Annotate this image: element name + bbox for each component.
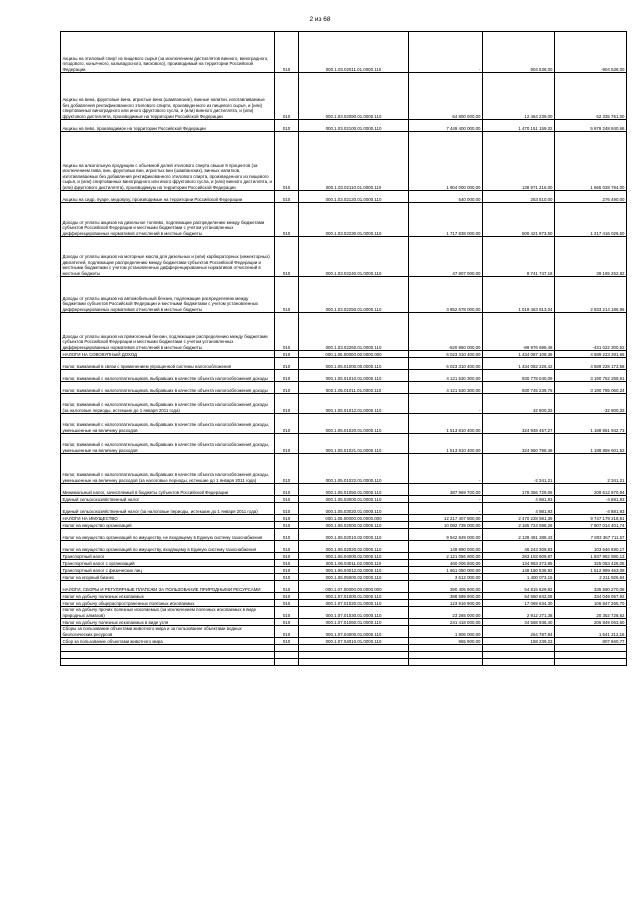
row-budget-classification-code: 000.1.07.04010.01.0000.110 bbox=[299, 638, 409, 645]
row-approved-plan: 1 806 000,00 bbox=[409, 626, 483, 638]
row-executed-amount: 2 185 724 598,26 bbox=[483, 522, 555, 529]
row-indicator-name: Транспортный налог с физических лиц bbox=[61, 567, 275, 574]
row-indicator-name bbox=[61, 659, 275, 666]
row-line-code: 010 bbox=[275, 32, 299, 73]
row-budget-classification-code: 000.1.05.01020.01.0000.110 bbox=[299, 414, 409, 434]
row-executed-amount: -89 976 699,48 bbox=[483, 313, 555, 351]
table-row bbox=[61, 652, 627, 659]
table-row bbox=[61, 358, 627, 370]
row-executed-amount: 178 356 729,06 bbox=[483, 484, 555, 496]
row-budget-classification-code: 000.1.06.04012.02.0000.110 bbox=[299, 567, 409, 574]
row-approved-plan: 460 006 800,00 bbox=[409, 560, 483, 567]
row-executed-amount: 324 950 798,48 bbox=[483, 434, 555, 454]
table-row bbox=[61, 553, 627, 560]
row-indicator-name: Налог на имущество организаций bbox=[61, 522, 275, 529]
row-executed-amount: 12 464 239,00 bbox=[483, 73, 555, 120]
row-indicator-name: Акцизы на сидр, пуаре, медовуху, производимые на территории Российской Федерации bbox=[61, 191, 275, 203]
row-unexecuted-amount: 20 352 728,62 bbox=[555, 607, 627, 619]
row-line-code: 010 bbox=[275, 454, 299, 484]
row-line-code: 010 bbox=[275, 132, 299, 191]
table-row bbox=[61, 503, 627, 515]
row-indicator-name: НАЛОГИ, СБОРЫ И РЕГУЛЯРНЫЕ ПЛАТЕЖИ ЗА ПОЛЬЗОВАНИЕ ПРИРОДНЫМИ РЕСУРСАМИ bbox=[61, 581, 275, 593]
table-row bbox=[61, 484, 627, 496]
table-row bbox=[61, 593, 627, 600]
row-executed-amount: 2 912 271,38 bbox=[483, 607, 555, 619]
row-executed-amount: 500 421 973,50 bbox=[483, 203, 555, 237]
row-approved-plan: 1 661 050 000,00 bbox=[409, 567, 483, 574]
table-row bbox=[61, 382, 627, 394]
row-approved-plan: 10 092 739 000,00 bbox=[409, 522, 483, 529]
row-line-code: 010 bbox=[275, 496, 299, 503]
row-unexecuted-amount: 807 660,77 bbox=[555, 638, 627, 645]
row-executed-amount: 1 470 151 159,32 bbox=[483, 120, 555, 132]
table-row bbox=[61, 313, 627, 351]
row-approved-plan: 388 599 900,00 bbox=[409, 593, 483, 600]
row-approved-plan: - bbox=[409, 496, 483, 503]
row-line-code: 010 bbox=[275, 574, 299, 581]
table-row bbox=[61, 515, 627, 522]
row-executed-amount: 34 568 936,40 bbox=[483, 619, 555, 626]
row-indicator-name: Акцизы на вина, фруктовые вина, игристые вина (шампанские), винные напитки, изготавливаемые без добавления ректификованного этилового спирта, произведенного из пищевого сырья, и (или) спиртованных виноградного или иного фруктового сусла, и (или) винного дистиллята, и (или) фруктового дистиллята, производимые на территории Российской Федерации bbox=[61, 73, 275, 120]
row-budget-classification-code bbox=[299, 659, 409, 666]
row-line-code: 010 bbox=[275, 73, 299, 120]
row-unexecuted-amount: 2 211 926,84 bbox=[555, 574, 627, 581]
row-approved-plan bbox=[409, 659, 483, 666]
row-line-code: 010 bbox=[275, 626, 299, 638]
row-approved-plan: 7 449 400 000,00 bbox=[409, 120, 483, 132]
row-line-code bbox=[275, 652, 299, 659]
row-line-code: 010 bbox=[275, 382, 299, 394]
row-executed-amount: 1 434 082 226,42 bbox=[483, 358, 555, 370]
row-approved-plan bbox=[409, 652, 483, 659]
row-approved-plan: 241 418 000,00 bbox=[409, 619, 483, 626]
row-line-code: 010 bbox=[275, 593, 299, 600]
row-executed-amount: 17 069 634,30 bbox=[483, 600, 555, 607]
row-line-code: 010 bbox=[275, 277, 299, 313]
row-executed-amount: 8 741 747,18 bbox=[483, 237, 555, 277]
row-budget-classification-code: 000.1.05.01050.01.0000.110 bbox=[299, 484, 409, 496]
row-line-code: 010 bbox=[275, 370, 299, 382]
row-line-code: 010 bbox=[275, 600, 299, 607]
row-unexecuted-amount: 4 589 223 291,65 bbox=[555, 351, 627, 358]
table-row bbox=[61, 626, 627, 638]
row-unexecuted-amount: -904 538,00 bbox=[555, 32, 627, 73]
row-approved-plan: 4 121 530 300,00 bbox=[409, 370, 483, 382]
row-line-code bbox=[275, 659, 299, 666]
row-unexecuted-amount: -4 881,93 bbox=[555, 496, 627, 503]
table-row bbox=[61, 394, 627, 414]
row-budget-classification-code: 000.1.07.00000.00.0000.000 bbox=[299, 581, 409, 593]
row-budget-classification-code: 000.1.05.03020.01.0000.110 bbox=[299, 503, 409, 515]
row-executed-amount: 930 778 040,09 bbox=[483, 370, 555, 382]
row-line-code: 010 bbox=[275, 351, 299, 358]
row-line-code: 010 bbox=[275, 503, 299, 515]
row-indicator-name: Единый сельскохозяйственный налог bbox=[61, 496, 275, 503]
row-line-code: 010 bbox=[275, 567, 299, 574]
table-row bbox=[61, 434, 627, 454]
row-unexecuted-amount bbox=[555, 645, 627, 652]
row-indicator-name: Налог, взимаемый с налогоплательщиков, выбравших в качестве объекта налогообложения доходы, уменьшенные на величину расходов bbox=[61, 434, 275, 454]
row-executed-amount: 1 019 463 813,04 bbox=[483, 277, 555, 313]
row-unexecuted-amount: 1 217 416 026,50 bbox=[555, 203, 627, 237]
row-approved-plan: 3 852 678 000,00 bbox=[409, 277, 483, 313]
row-indicator-name: Акцизы на пиво, производимое на территории Российской Федерации bbox=[61, 120, 275, 132]
row-approved-plan: 9 942 849 000,00 bbox=[409, 529, 483, 541]
row-budget-classification-code: 000.1.06.04000.02.0000.110 bbox=[299, 553, 409, 560]
row-budget-classification-code: 000.1.05.01010.01.0000.110 bbox=[299, 370, 409, 382]
table-row bbox=[61, 529, 627, 541]
row-executed-amount: 148 150 536,92 bbox=[483, 567, 555, 574]
table-row bbox=[61, 351, 627, 358]
row-budget-classification-code: 000.1.07.01000.01.0000.110 bbox=[299, 593, 409, 600]
row-executed-amount: 930 745 239,76 bbox=[483, 382, 555, 394]
row-budget-classification-code: 000.1.07.01060.01.0000.110 bbox=[299, 619, 409, 626]
row-approved-plan: 1 717 838 000,00 bbox=[409, 203, 483, 237]
row-unexecuted-amount: 2 341,21 bbox=[555, 454, 627, 484]
row-executed-amount: 283 103 909,87 bbox=[483, 553, 555, 560]
row-executed-amount: 138 971 216,00 bbox=[483, 132, 555, 191]
row-unexecuted-amount: 4 589 228 173,58 bbox=[555, 358, 627, 370]
row-line-code: 010 bbox=[275, 120, 299, 132]
table-row bbox=[61, 560, 627, 567]
table-row bbox=[61, 454, 627, 484]
table-row bbox=[61, 600, 627, 607]
table-row bbox=[61, 203, 627, 237]
row-line-code: 010 bbox=[275, 394, 299, 414]
table-row bbox=[61, 638, 627, 645]
row-unexecuted-amount: 1 512 899 463,08 bbox=[555, 567, 627, 574]
table-row bbox=[61, 277, 627, 313]
row-budget-classification-code: 000.1.03.02090.01.0000.110 bbox=[299, 73, 409, 120]
row-unexecuted-amount: 1 188 861 942,73 bbox=[555, 414, 627, 434]
row-approved-plan: 1 804 000 000,00 bbox=[409, 132, 483, 191]
row-indicator-name: Акцизы на алкогольную продукцию с объемной долей этилового спирта свыше 9 процентов (за исключением пива, вин, фруктовых вин, игристых вин (шампанских), винных напитков, изготавливаемых без добавления ректификованного этилового спирта, произведенного из пищевого сырья, и (или) спиртованных виноградного или иного фруктового сусла, и (или) винного дистиллята, и (или) фруктового дистиллята), производимую на территории Российской Федерации bbox=[61, 132, 275, 191]
table-row bbox=[61, 581, 627, 593]
table-row bbox=[61, 496, 627, 503]
row-unexecuted-amount: -32 800,33 bbox=[555, 394, 627, 414]
row-line-code bbox=[275, 645, 299, 652]
row-budget-classification-code bbox=[299, 652, 409, 659]
row-approved-plan: - bbox=[409, 32, 483, 73]
row-indicator-name: Налог, взимаемый с налогоплательщиков, выбравших в качестве объекта налогообложения доходы, уменьшенные на величину расходов bbox=[61, 414, 275, 434]
row-indicator-name bbox=[61, 645, 275, 652]
row-unexecuted-amount: 2 833 214 186,96 bbox=[555, 277, 627, 313]
row-unexecuted-amount: -4 881,93 bbox=[555, 503, 627, 515]
row-approved-plan: 1 513 810 400,00 bbox=[409, 414, 483, 434]
row-approved-plan: 6 023 310 400,00 bbox=[409, 351, 483, 358]
row-indicator-name: Налог на игорный бизнес bbox=[61, 574, 275, 581]
row-indicator-name: Транспортный налог с организаций bbox=[61, 560, 275, 567]
row-budget-classification-code: 000.1.05.01012.01.0000.110 bbox=[299, 394, 409, 414]
row-approved-plan: 4 121 530 300,00 bbox=[409, 382, 483, 394]
row-executed-amount: 54 550 842,08 bbox=[483, 593, 555, 600]
row-unexecuted-amount: 325 053 426,05 bbox=[555, 560, 627, 567]
row-executed-amount: 2 139 481 288,43 bbox=[483, 529, 555, 541]
table-row bbox=[61, 370, 627, 382]
row-unexecuted-amount: 103 646 690,17 bbox=[555, 541, 627, 553]
row-unexecuted-amount: 7 907 014 401,74 bbox=[555, 522, 627, 529]
table-row bbox=[61, 32, 627, 73]
row-approved-plan: 23 265 000,00 bbox=[409, 607, 483, 619]
row-budget-classification-code: 000.1.06.02010.02.0000.110 bbox=[299, 529, 409, 541]
table-row bbox=[61, 132, 627, 191]
row-unexecuted-amount: 9 747 179 218,61 bbox=[555, 515, 627, 522]
row-indicator-name: Налог, взимаемый с налогоплательщиков, выбравших в качестве объекта налогообложения доходы bbox=[61, 382, 275, 394]
row-unexecuted-amount: 206 849 063,60 bbox=[555, 619, 627, 626]
row-approved-plan: 965 900,00 bbox=[409, 638, 483, 645]
row-approved-plan: 390 405 900,00 bbox=[409, 581, 483, 593]
row-approved-plan: 47 907 000,00 bbox=[409, 237, 483, 277]
row-line-code: 010 bbox=[275, 313, 299, 351]
row-unexecuted-amount: 276 490,00 bbox=[555, 191, 627, 203]
row-budget-classification-code: 000.1.03.02230.01.0000.110 bbox=[299, 203, 409, 237]
report-table-body bbox=[61, 32, 627, 666]
row-line-code: 010 bbox=[275, 560, 299, 567]
row-unexecuted-amount bbox=[555, 652, 627, 659]
row-line-code: 010 bbox=[275, 237, 299, 277]
table-row bbox=[61, 659, 627, 666]
row-budget-classification-code: 000.1.06.00000.00.0000.000 bbox=[299, 515, 409, 522]
row-line-code: 010 bbox=[275, 515, 299, 522]
row-executed-amount: 1 434 087 108,35 bbox=[483, 351, 555, 358]
table-row bbox=[61, 567, 627, 574]
table-row bbox=[61, 191, 627, 203]
row-budget-classification-code: 000.1.07.01020.01.0000.110 bbox=[299, 600, 409, 607]
row-approved-plan: 64 800 000,00 bbox=[409, 73, 483, 120]
row-line-code: 010 bbox=[275, 553, 299, 560]
table-row bbox=[61, 522, 627, 529]
table-row bbox=[61, 607, 627, 619]
row-budget-classification-code: 000.1.03.02110.01.0000.110 bbox=[299, 132, 409, 191]
row-indicator-name: Сбор за пользование объектами животного мира bbox=[61, 638, 275, 645]
row-budget-classification-code: 000.1.07.04000.01.0000.110 bbox=[299, 626, 409, 638]
row-approved-plan: 12 217 407 800,00 bbox=[409, 515, 483, 522]
row-approved-plan: 387 969 700,00 bbox=[409, 484, 483, 496]
row-indicator-name: Транспортный налог bbox=[61, 553, 275, 560]
row-line-code: 010 bbox=[275, 529, 299, 541]
row-executed-amount: 32 800,33 bbox=[483, 394, 555, 414]
row-indicator-name: Налог, взимаемый с налогоплательщиков, выбравших в качестве объекта налогообложения доходы (за налоговые периоды, истекшие до 1 января 2011 года) bbox=[61, 394, 275, 414]
row-line-code: 010 bbox=[275, 607, 299, 619]
row-executed-amount bbox=[483, 652, 555, 659]
row-approved-plan: 3 612 000,00 bbox=[409, 574, 483, 581]
row-line-code: 010 bbox=[275, 541, 299, 553]
row-executed-amount: 134 953 373,95 bbox=[483, 560, 555, 567]
row-unexecuted-amount: 209 612 970,94 bbox=[555, 484, 627, 496]
row-indicator-name: Налог, взимаемый с налогоплательщиков, выбравших в качестве объекта налогообложения доходы, уменьшенные на величину расходов (за налоговые периоды, истекшие до 1 января 2011 года) bbox=[61, 454, 275, 484]
row-approved-plan: 6 023 310 400,00 bbox=[409, 358, 483, 370]
row-executed-amount: 4 881,93 bbox=[483, 503, 555, 515]
row-unexecuted-amount: 52 335 761,00 bbox=[555, 73, 627, 120]
row-executed-amount: 1 400 073,16 bbox=[483, 574, 555, 581]
row-indicator-name: НАЛОГИ НА СОВОКУПНЫЙ ДОХОД bbox=[61, 351, 275, 358]
row-line-code: 010 bbox=[275, 203, 299, 237]
row-unexecuted-amount: 1 188 859 601,52 bbox=[555, 434, 627, 454]
row-budget-classification-code: 000.1.05.00000.00.0000.000 bbox=[299, 351, 409, 358]
row-unexecuted-amount: 3 190 785 060,24 bbox=[555, 382, 627, 394]
row-budget-classification-code: 000.1.06.04011.02.0000.110 bbox=[299, 560, 409, 567]
row-unexecuted-amount bbox=[555, 659, 627, 666]
row-budget-classification-code bbox=[299, 645, 409, 652]
row-indicator-name: Налог на добычу полезных ископаемых bbox=[61, 593, 275, 600]
row-budget-classification-code: 000.1.03.02100.01.0000.110 bbox=[299, 120, 409, 132]
row-indicator-name: Доходы от уплаты акцизов на прямогонный бензин, подлежащие распределению между бюджетами субъектов Российской Федерации и местными бюджетами с учетом установленных дифференцированных нормативов отчислений в местные бюджеты bbox=[61, 313, 275, 351]
row-unexecuted-amount: 334 049 057,92 bbox=[555, 593, 627, 600]
row-budget-classification-code: 000.1.05.01011.01.0000.110 bbox=[299, 382, 409, 394]
table-row bbox=[61, 541, 627, 553]
row-executed-amount: 54 815 629,92 bbox=[483, 581, 555, 593]
row-approved-plan: - bbox=[409, 503, 483, 515]
row-unexecuted-amount: -431 022 300,52 bbox=[555, 313, 627, 351]
row-unexecuted-amount: 5 979 248 840,68 bbox=[555, 120, 627, 132]
row-line-code: 010 bbox=[275, 638, 299, 645]
row-line-code: 010 bbox=[275, 619, 299, 626]
row-indicator-name: Налог, взимаемый с налогоплательщиков, выбравших в качестве объекта налогообложения доходы bbox=[61, 370, 275, 382]
row-executed-amount: 4 881,93 bbox=[483, 496, 555, 503]
row-line-code: 010 bbox=[275, 414, 299, 434]
page-number: 2 из 68 bbox=[309, 16, 331, 23]
table-row bbox=[61, 645, 627, 652]
row-budget-classification-code: 000.1.06.05000.02.0000.110 bbox=[299, 574, 409, 581]
table-row bbox=[61, 237, 627, 277]
row-approved-plan bbox=[409, 645, 483, 652]
row-indicator-name: Доходы от уплаты акцизов на автомобильный бензин, подлежащие распределению между бюджетами субъектов Российской Федерации и местными бюджетами с учетом установленных дифференцированных нормативов отчислений в местные бюджеты bbox=[61, 277, 275, 313]
row-indicator-name: Единый сельскохозяйственный налог (за налоговые периоды, истекшие до 1 января 2011 года) bbox=[61, 503, 275, 515]
row-executed-amount: 158 239,23 bbox=[483, 638, 555, 645]
table-row bbox=[61, 120, 627, 132]
row-unexecuted-amount: 1 837 952 890,13 bbox=[555, 553, 627, 560]
row-indicator-name: Доходы от уплаты акцизов на дизельное топливо, подлежащие распределению между бюджетами субъектов Российской Федерации и местными бюджетами с учетом установленных дифференцированных нормативов отчислений в местные бюджеты bbox=[61, 203, 275, 237]
table-row bbox=[61, 414, 627, 434]
row-executed-amount: 2 470 228 581,39 bbox=[483, 515, 555, 522]
row-budget-classification-code: 000.1.05.01022.01.0000.110 bbox=[299, 454, 409, 484]
row-line-code: 010 bbox=[275, 358, 299, 370]
row-approved-plan: 149 890 000,00 bbox=[409, 541, 483, 553]
table-row bbox=[61, 73, 627, 120]
row-budget-classification-code: 000.1.03.02250.01.0000.110 bbox=[299, 277, 409, 313]
row-indicator-name: Налог на имущество организаций по имуществу, входящему в Единую систему газоснабжения bbox=[61, 541, 275, 553]
row-budget-classification-code: 000.1.05.03000.01.0000.110 bbox=[299, 496, 409, 503]
row-line-code: 010 bbox=[275, 484, 299, 496]
row-approved-plan: 1 513 810 400,00 bbox=[409, 434, 483, 454]
row-executed-amount bbox=[483, 645, 555, 652]
row-approved-plan: 2 121 056 800,00 bbox=[409, 553, 483, 560]
row-indicator-name: Акцизы на этиловый спирт из пищевого сырья (за исключением дистиллятов винного, виноградного, плодового, коньячного, кальвадосного, вискового), производимый на территории Российской Федерации bbox=[61, 32, 275, 73]
row-line-code: 010 bbox=[275, 434, 299, 454]
row-executed-amount: 324 948 457,27 bbox=[483, 414, 555, 434]
row-executed-amount: 263 510,00 bbox=[483, 191, 555, 203]
table-row bbox=[61, 619, 627, 626]
table-row bbox=[61, 574, 627, 581]
row-approved-plan: - bbox=[409, 394, 483, 414]
row-line-code: 010 bbox=[275, 191, 299, 203]
row-budget-classification-code: 000.1.03.02011.01.0000.110 bbox=[299, 32, 409, 73]
row-executed-amount bbox=[483, 659, 555, 666]
row-indicator-name: Налог, взимаемый в связи с применением упрощенной системы налогообложения bbox=[61, 358, 275, 370]
row-budget-classification-code: 000.1.06.02000.02.0000.110 bbox=[299, 522, 409, 529]
row-unexecuted-amount: 39 165 252,82 bbox=[555, 237, 627, 277]
row-indicator-name: Доходы от уплаты акцизов на моторные масла для дизельных и (или) карбюраторных (инжекторных) двигателей, подлежащие распределению между бюджетами субъектов Российской Федерации и местными бюджетами с учетом установленных дифференцированных нормативов отчислений в местные бюджеты bbox=[61, 237, 275, 277]
row-budget-classification-code: 000.1.05.01021.01.0000.110 bbox=[299, 434, 409, 454]
row-unexecuted-amount: 3 190 752 259,91 bbox=[555, 370, 627, 382]
row-budget-classification-code: 000.1.07.01030.01.0000.110 bbox=[299, 607, 409, 619]
row-approved-plan: - bbox=[409, 454, 483, 484]
row-indicator-name: Налог на имущество организаций по имуществу, не входящему в Единую систему газоснабжения bbox=[61, 529, 275, 541]
row-indicator-name: Налог на добычу прочих полезных ископаемых (за исключением полезных ископаемых в виде природных алмазов) bbox=[61, 607, 275, 619]
row-budget-classification-code: 000.1.05.01000.00.0000.110 bbox=[299, 358, 409, 370]
row-indicator-name: НАЛОГИ НА ИМУЩЕСТВО bbox=[61, 515, 275, 522]
row-budget-classification-code: 000.1.06.02020.02.0000.110 bbox=[299, 541, 409, 553]
row-budget-classification-code: 000.1.03.02240.01.0000.110 bbox=[299, 237, 409, 277]
row-executed-amount: 46 243 309,83 bbox=[483, 541, 555, 553]
row-unexecuted-amount: 1 541 212,16 bbox=[555, 626, 627, 638]
row-indicator-name: Сборы за пользование объектами животного мира и за пользование объектами водных биологических ресурсов bbox=[61, 626, 275, 638]
row-budget-classification-code: 000.1.03.02120.01.0000.110 bbox=[299, 191, 409, 203]
row-budget-classification-code: 000.1.03.02260.01.0000.110 bbox=[299, 313, 409, 351]
row-line-code: 010 bbox=[275, 522, 299, 529]
row-approved-plan: 540 000,00 bbox=[409, 191, 483, 203]
income-report-table bbox=[60, 31, 627, 666]
row-unexecuted-amount: 7 803 367 711,57 bbox=[555, 529, 627, 541]
row-executed-amount: 904 538,00 bbox=[483, 32, 555, 73]
row-indicator-name: Налог на добычу полезных ископаемых в виде угля bbox=[61, 619, 275, 626]
row-unexecuted-amount: 106 847 265,70 bbox=[555, 600, 627, 607]
row-unexecuted-amount: 335 590 270,08 bbox=[555, 581, 627, 593]
row-indicator-name: Налог на добычу общераспространенных полезных ископаемых bbox=[61, 600, 275, 607]
row-executed-amount: -2 341,21 bbox=[483, 454, 555, 484]
row-approved-plan: -520 950 000,00 bbox=[409, 313, 483, 351]
row-indicator-name bbox=[61, 652, 275, 659]
row-line-code: 010 bbox=[275, 581, 299, 593]
row-approved-plan: 123 916 900,00 bbox=[409, 600, 483, 607]
row-unexecuted-amount: 1 665 028 784,00 bbox=[555, 132, 627, 191]
row-indicator-name: Минимальный налог, зачисляемый в бюджеты субъектов Российской Федерации bbox=[61, 484, 275, 496]
row-executed-amount: 264 787,84 bbox=[483, 626, 555, 638]
